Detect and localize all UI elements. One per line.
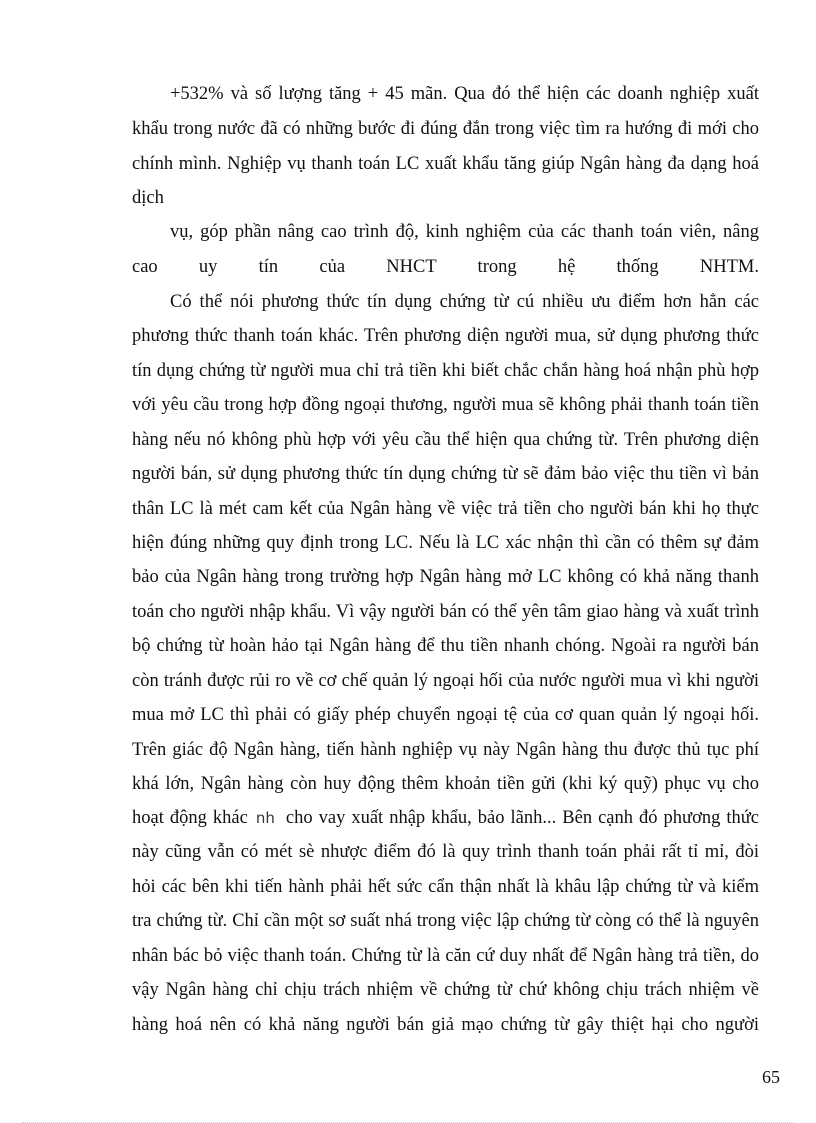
text-line: dịch: [132, 188, 164, 208]
text-segment: hoạt động khác: [132, 808, 248, 828]
text-line: hàng hoá nên có khả năng người bán giả mạo chứng từ gây thiệt hại cho người: [132, 1015, 759, 1035]
page-number: 65: [762, 1067, 780, 1087]
text-line: hiện đúng những quy định trong LC. Nếu là LC xác nhận thì cần có thêm sự đảm: [132, 533, 759, 553]
text-line: với yêu cầu trong hợp đồng ngoại thương, người mua sẽ không phải thanh toán tiền: [132, 395, 759, 415]
text-line: +532% và số lượng tăng + 45 mãn. Qua đó thể hiện các doanh nghiệp xuất: [170, 84, 759, 104]
text-line: mua mở LC thì phải có giấy phép chuyển ngoại tệ của cơ quan quản lý ngoại hối.: [132, 705, 759, 725]
text-line: bảo của Ngân hàng trong trường hợp Ngân hàng mở LC không có khả năng thanh: [132, 567, 759, 587]
text-line: khẩu trong nước đã có những bước đi đúng đắn trong việc tìm ra hướng đi mới cho: [132, 119, 759, 139]
text-line: Có thể nói phương thức tín dụng chứng từ cú nhiều ưu điểm hơn hẳn các: [170, 292, 759, 312]
text-line: Trên giác độ Ngân hàng, tiến hành nghiệp vụ này Ngân hàng thu được thủ tục phí: [132, 740, 759, 760]
text-line: tín dụng chứng từ người mua chỉ trả tiền khi biết chắc chắn hàng hoá nhận phù hợp: [132, 361, 759, 381]
text-line: hỏi các bên khi tiến hành phải hết sức cẩn thận nhất là khâu lập chứng từ và kiểm: [132, 877, 759, 897]
text-line: khá lớn, Ngân hàng còn huy động thêm khoản tiền gửi (khi ký quỹ) phục vụ cho: [132, 774, 759, 794]
text-line: phương thức thanh toán khác. Trên phương diện người mua, sử dụng phương thức: [132, 326, 759, 346]
text-line: [132, 806, 759, 830]
text-line: hàng nếu nó không phù hợp với yêu cầu thể hiện qua chứng từ. Trên phương diện: [132, 430, 759, 450]
stray-glyph: nh: [255, 809, 275, 827]
text-segment: cho vay xuất nhập khẩu, bảo lãnh... Bên cạnh đó phương thức: [285, 808, 760, 828]
text-line: toán cho người nhập khẩu. Vì vậy người bán có thể yên tâm giao hàng và xuất trình: [132, 602, 759, 622]
text-line: cao uy tín của NHCT trong hệ thống NHTM.: [132, 257, 759, 277]
text-line: người bán, sử dụng phương thức tín dụng chứng từ sẽ đảm bảo việc thu tiền vì bản: [132, 464, 759, 484]
text-line: này cũng vẫn có mét sè nhược điểm đó là quy trình thanh toán phải rất tỉ mỉ, đòi: [132, 842, 759, 862]
text-line: nhân bác bỏ việc thanh toán. Chứng từ là căn cứ duy nhất để Ngân hàng trả tiền, do: [132, 946, 759, 966]
text-line: tra chứng từ. Chỉ cần một sơ suất nhá trong việc lập chứng từ còng có thể là nguyên: [132, 911, 759, 931]
text-line: chính mình. Nghiệp vụ thanh toán LC xuất khẩu tăng giúp Ngân hàng đa dạng hoá: [132, 154, 759, 174]
text-line: thân LC là mét cam kết của Ngân hàng về việc trả tiền cho người bán khi họ thực: [132, 499, 759, 519]
text-line: còn tránh được rủi ro về cơ chế quản lý ngoại hối của nước người mua vì khi người: [132, 671, 759, 691]
text-line: bộ chứng từ hoàn hảo tại Ngân hàng để thu tiền nhanh chóng. Ngoài ra người bán: [132, 636, 759, 656]
text-line: vụ, góp phần nâng cao trình độ, kinh nghiệm của các thanh toán viên, nâng: [170, 222, 759, 242]
text-line: vậy Ngân hàng chỉ chịu trách nhiệm về chứng từ chứ không chịu trách nhiệm về: [132, 980, 759, 1000]
